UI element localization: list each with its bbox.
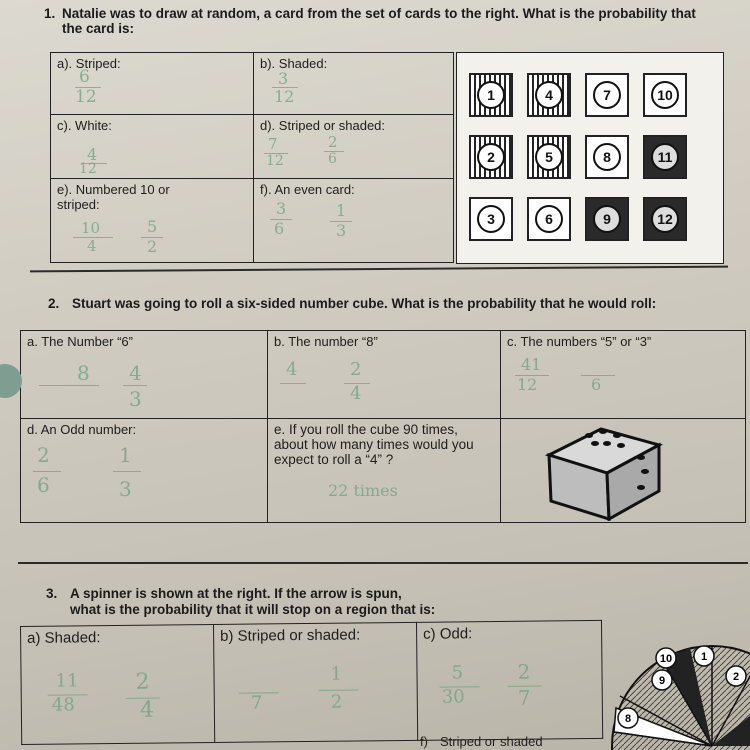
q2-label-a: a. The Number “6” [27,334,133,349]
q1-work-e-den: 4 [87,237,97,255]
q1-work-f-num: 3 [276,199,287,218]
card-3 [469,197,513,241]
card-number: 3 [477,205,505,233]
q1-number: 1. [44,6,56,21]
card-number: 8 [593,143,621,171]
die-icon [541,423,671,521]
card-number: 11 [651,143,679,171]
q3-partial-label-text: Striped or shaded [440,734,543,749]
q1-work-b-den: 12 [274,87,295,106]
die-pip [585,433,593,438]
q1-label-d: d). Striped or shaded: [260,118,386,133]
q2-label-c: c. The numbers “5” or “3” [507,334,652,349]
q1-answer-table [50,52,454,263]
q2-work-a-bar2 [123,385,147,386]
q3-label-b: b) Striped or shaded: [220,626,361,645]
card-10 [643,73,687,117]
q1-work-d-den2: 6 [328,151,337,167]
q2-cell-a[interactable] [21,331,268,419]
card-set-panel [456,52,724,264]
q1-work-e-den2: 2 [147,237,158,256]
card-8 [585,135,629,179]
q1-work-e-num2: 5 [147,217,158,236]
card-number: 10 [651,81,679,109]
q1-work-d-den: 12 [266,153,284,169]
q2-label-d: d. An Odd number: [27,422,137,437]
q2-work-a-bar1 [39,385,99,386]
q1-cell-f[interactable] [254,179,454,263]
q1-work-f-den2: 3 [336,221,347,240]
q2-work-a-num2: 4 [129,361,142,385]
card-number: 2 [477,143,505,171]
q2-work-c-den2: 6 [591,375,602,394]
q2-work-d-bar1 [33,471,61,472]
q2-work-d-num: 2 [37,443,50,467]
q1-work-d-num2: 2 [328,133,338,151]
q2-question: Stuart was going to roll a six-sided number cube. What is the probability that he would roll: [72,296,657,311]
q1-question: Natalie was to draw at random, a card from the set of cards to the right. What is the probability that the card is: [62,6,696,36]
q3-label-a: a) Shaded: [27,629,101,647]
card-9 [585,197,629,241]
die-pip [637,485,645,490]
q2-work-e: 22 times [328,481,398,500]
card-number: 5 [535,143,563,171]
q3-work-c-num: 5 [451,662,464,684]
card-number: 4 [535,81,563,109]
card-11 [643,135,687,179]
card-12 [643,197,687,241]
q2-work-d-bar2 [113,471,141,472]
q3-cell-c[interactable] [416,620,602,740]
q1-label-e: e). Numbered 10 or striped: [57,182,170,212]
spinner-label-10: 10 [659,653,673,665]
q2-number: 2. [48,296,60,311]
q2-cell-c[interactable] [501,331,746,419]
q2-work-a-num: 8 [77,361,90,385]
q1-work-e-num: 10 [81,219,101,237]
q2-work-a-den2: 3 [129,387,142,411]
q3-work-a-den2: 4 [139,697,155,723]
spinner-label-1: 1 [700,651,708,663]
q3-answer-table [20,620,603,745]
q2-work-d-den2: 3 [119,477,132,501]
q2-cell-d[interactable] [21,419,268,523]
q1-work-c-den: 12 [79,161,97,177]
q2-cell-die [501,419,746,523]
q3-label-c: c) Odd: [423,625,473,643]
q2-cell-b[interactable] [268,331,501,419]
die-pip [591,441,599,446]
die-pip [617,443,625,448]
card-2 [469,135,513,179]
q3-work-c-den2: 7 [517,685,531,710]
q3-work-c-den: 30 [441,686,465,708]
q1-work-b-num: 3 [278,69,289,88]
card-number: 6 [535,205,563,233]
q3-work-a-num2: 2 [135,669,150,695]
q1-cell-a[interactable] [51,53,254,115]
card-6 [527,197,571,241]
divider-1 [30,266,728,273]
q3-cell-b[interactable] [213,622,417,742]
spinner-label-2: 2 [732,671,740,683]
q1-work-f-den: 6 [274,219,285,238]
card-number: 1 [477,81,505,109]
q2-work-b-num2: 2 [350,359,362,380]
q2-cell-e[interactable] [268,419,501,523]
q1-label-c: c). White: [57,118,112,133]
card-4 [527,73,571,117]
q1-work-a-num: 6 [79,67,90,87]
q1-work-a-den: 12 [75,87,97,107]
spinner-label-8: 8 [624,713,632,725]
q1-cell-d[interactable] [254,115,454,179]
card-number: 9 [593,205,621,233]
q3-number: 3. [46,586,58,601]
q2-work-c-den: 12 [517,375,538,394]
card-5 [527,135,571,179]
q3-work-a-num: 11 [55,670,79,692]
card-number: 7 [593,81,621,109]
q1-work-d-num: 7 [268,135,278,153]
die-pip [603,441,611,446]
die-pip [613,433,621,438]
q1-label-b: b). Shaded: [260,56,328,71]
q2-work-b-num: 4 [286,359,298,380]
card-7 [585,73,629,117]
q3-work-c-num2: 2 [517,659,531,684]
card-number: 12 [651,205,679,233]
q2-label-b: b. The number “8” [274,334,378,349]
q2-work-b-bar1 [280,383,306,384]
q1-cell-e[interactable] [51,179,254,263]
die-pip [599,429,607,434]
hole-punch [0,364,22,398]
q3-work-b-num2: 1 [330,663,343,685]
q2-work-d-den: 6 [37,473,50,497]
q1-work-f-num2: 1 [336,201,347,220]
q3-question-line2: what is the probability that it will stop on a region that is: [70,602,436,617]
q2-work-d-num2: 1 [119,443,132,467]
card-1 [469,73,513,117]
q1-label-a: a). Striped: [57,56,121,71]
divider-2 [18,562,748,564]
q3-cell-a[interactable] [21,624,215,744]
die-pip [641,469,649,474]
q3-question-line1: A spinner is shown at the right. If the arrow is spun, [70,586,402,601]
spinner-label-9: 9 [658,675,666,687]
spinner-icon [600,636,750,750]
q2-answer-table [20,330,746,523]
q3-work-b-den: 7 [250,692,263,714]
die-pip [637,455,645,460]
q3-work-b-den2: 2 [330,691,343,713]
q2-work-b-den2: 4 [350,383,362,404]
q2-work-c-num: 41 [521,355,542,374]
q1-work-c-num: 4 [87,145,98,164]
q1-cell-c[interactable] [51,115,254,179]
q3-partial-label-f: f) [420,734,428,749]
q3-work-a-den: 48 [51,694,75,716]
q2-label-e: e. If you roll the cube 90 times, about how many times would you expect to roll a “4” ? [274,422,474,467]
q1-cell-b[interactable] [254,53,454,115]
q1-label-f: f). An even card: [260,182,355,197]
